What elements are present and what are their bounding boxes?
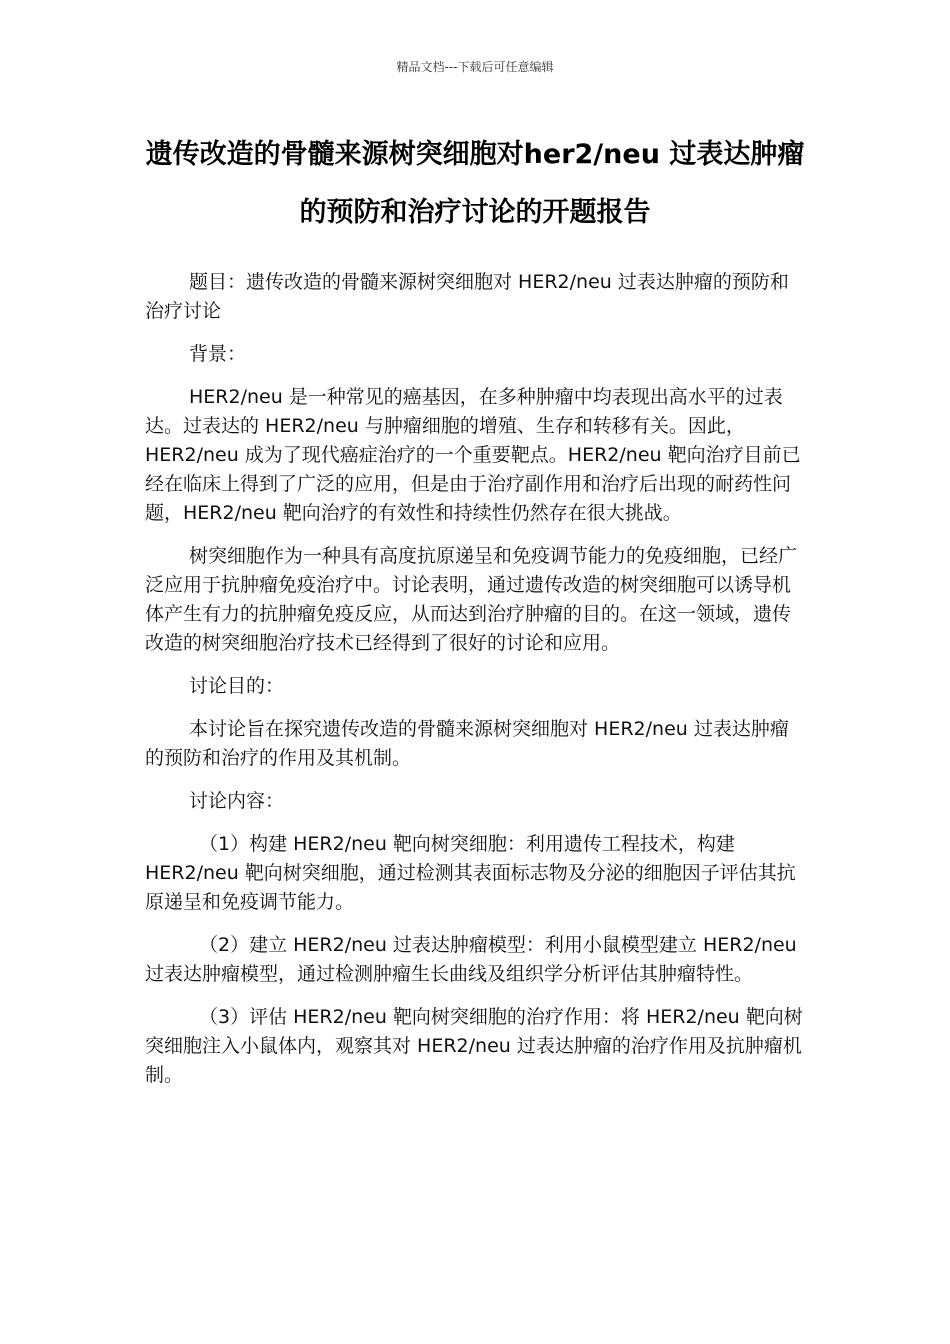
- document-title: 遗传改造的骨髓来源树突细胞对her2/neu 过表达肿瘤的预防和治疗讨论的开题报告: [145, 139, 805, 228]
- content-heading: 讨论内容：: [189, 790, 285, 812]
- content-item-3: （3）评估 HER2/neu 靶向树突细胞的治疗作用：将 HER2/neu 靶向树突细胞注入小鼠体内，观察其对 HER2/neu 过表达肿瘤的治疗作用及抗肿瘤机制。: [145, 1006, 803, 1086]
- content-item-1: （1）构建 HER2/neu 靶向树突细胞：利用遗传工程技术，构建 HER2/neu 靶向树突细胞，通过检测其表面标志物及分泌的细胞因子评估其抗原递呈和免疫调节能力。: [145, 833, 796, 913]
- background-paragraph-1: HER2/neu 是一种常见的癌基因，在多种肿瘤中均表现出高水平的过表达。过表达的 HER2/neu 与肿瘤细胞的增殖、生存和转移有关。因此，HER2/neu 成为了现代癌症治疗的一个重要靶点。HER2/neu 靶向治疗目前已经在临床上得到了广泛的应用，但是由于治疗副作用和治疗后出现的耐药性问题，HER2/neu 靶向治疗的有效性和持续性仍然存在很大挑战。: [145, 386, 801, 524]
- background-heading: 背景：: [189, 343, 247, 365]
- background-paragraph-2: 树突细胞作为一种具有高度抗原递呈和免疫调节能力的免疫细胞，已经广泛应用于抗肿瘤免疫治疗中。讨论表明，通过遗传改造的树突细胞可以诱导机体产生有力的抗肿瘤免疫反应，从而达到治疗肿瘤的目的。在这一领域，遗传改造的树突细胞治疗技术已经得到了很好的讨论和应用。: [145, 545, 798, 654]
- purpose-heading: 讨论目的：: [189, 675, 285, 697]
- purpose-paragraph: 本讨论旨在探究遗传改造的骨髓来源树突细胞对 HER2/neu 过表达肿瘤的预防和治疗的作用及其机制。: [145, 718, 789, 769]
- content-item-2: （2）建立 HER2/neu 过表达肿瘤模型：利用小鼠模型建立 HER2/neu 过表达肿瘤模型，通过检测肿瘤生长曲线及组织学分析评估其肿瘤特性。: [145, 934, 797, 985]
- topic-paragraph: 题目：遗传改造的骨髓来源树突细胞对 HER2/neu 过表达肿瘤的预防和治疗讨论: [145, 271, 789, 322]
- document-body: [145, 268, 805, 1104]
- header-note: 精品文档---下载后可任意编辑: [396, 60, 554, 74]
